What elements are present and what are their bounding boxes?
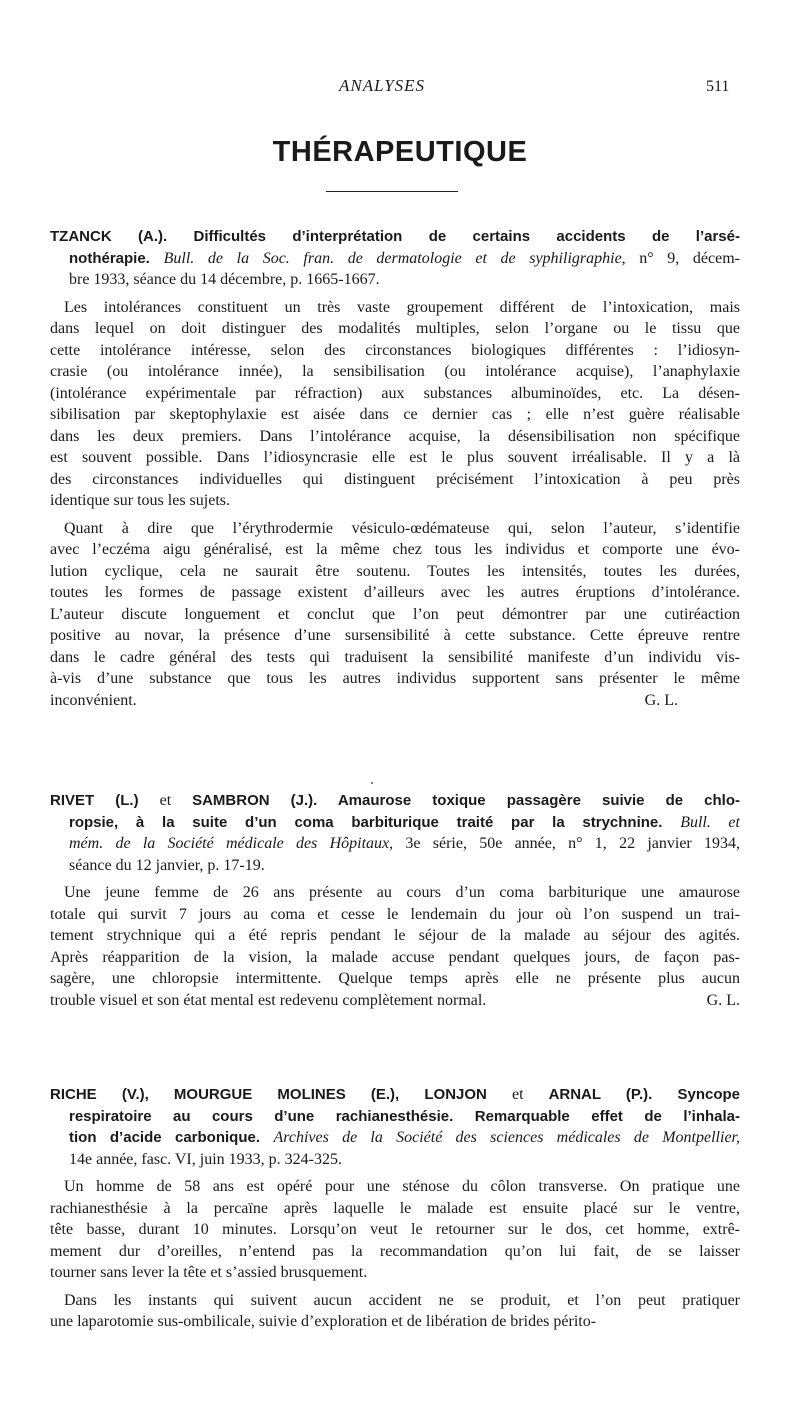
reference-line (50, 226, 740, 248)
body-text: (intolérance expérimentale par réfraction) aux substances albuminoïdes, etc. La désen- (50, 384, 740, 402)
reference-text: , n° 9, décem- (621, 249, 740, 267)
reviewer-signature: G. L. (644, 691, 678, 709)
reference-bold-text: respiratoire au cours d’une rachianesthésie. Remarquable effet de l’inhala- (69, 1107, 740, 1125)
body-text: inconvénient. (50, 691, 137, 709)
body-text: crasie (ou intolérance innée), la sensibilisation (ou intolérance acquise), l’anaphylaxie (50, 363, 740, 380)
reference-text: , 3e série, 50e année, n° 1, 22 janvier 1934, (389, 835, 740, 852)
reference-line (50, 269, 740, 291)
body-line (50, 968, 740, 990)
running-title: ANALYSES (339, 76, 426, 95)
reference-bold-text: RICHE (V.), MOURGUE MOLINES (E.), LONJON (50, 1086, 513, 1103)
reference-line (50, 248, 740, 270)
body-line (50, 404, 740, 426)
article-tzanck (50, 226, 740, 711)
reference-line (50, 833, 740, 855)
body-text: tourner sans lever la tête et s’assied brusquement. (50, 1264, 368, 1281)
section-title: THÉRAPEUTIQUE (272, 136, 528, 168)
body-text: L’auteur discute longuement et conclut que l’on peut démontrer par une cutiréaction (50, 605, 740, 623)
body-text: rachianesthésie à la percaïne après laquelle le malade est ensuite placé sur le ventre, (50, 1199, 740, 1217)
body-line (50, 668, 740, 690)
body-line (50, 469, 740, 491)
reference-text: et (512, 1086, 549, 1103)
reference-bold-text: ropsie, à la suite d’un coma barbiturique traité par la strychnine. (69, 813, 681, 831)
reference-text: et (159, 792, 193, 809)
article-riche-et-al (50, 1084, 740, 1333)
reference-line (50, 790, 740, 812)
body-line (50, 1262, 740, 1284)
reference-line (50, 1149, 740, 1171)
body-line (50, 925, 740, 947)
reference-journal-text: mém. de la Société médicale des Hôpitaux (69, 835, 390, 852)
reference-text: séance du 12 janvier, p. 17-19. (69, 856, 265, 874)
body-text: des circonstances individuelles qui distinguent précisément l’intoxication à peu près (50, 470, 740, 488)
body-text: dans le cadre général des tests qui traduisent la sensibilité manifeste d’un individu vis- (50, 648, 740, 666)
body-text: dans lequel on doit distinguer des modalités multiples, selon l’organe ou le tissu que (50, 320, 740, 337)
reference-text: bre 1933, séance du 14 décembre, p. 1665-1667. (69, 271, 380, 288)
body-line (50, 904, 740, 926)
body-text: Un homme de 58 ans est opéré pour une sténose du côlon transverse. On pratique une (64, 1178, 740, 1195)
reference-journal-text: Archives de la Société des sciences médicales de Montpellier, (273, 1129, 740, 1146)
body-line (50, 1198, 740, 1220)
body-line (50, 690, 740, 712)
body-line (50, 582, 740, 604)
body-line (50, 447, 740, 469)
body-line (50, 1241, 740, 1263)
title-rule (326, 191, 458, 192)
body-line (50, 647, 740, 669)
body-text: toutes les formes de passage existent d’ailleurs avec les autres éruptions d’intolérance. (50, 584, 740, 601)
body-text: Dans les instants qui suivent aucun accident ne se produit, et l’on peut pratiquer (64, 1291, 740, 1309)
body-line (50, 604, 740, 626)
reference-bold-text: tion d’acide carbonique. (69, 1129, 274, 1146)
body-line (50, 297, 740, 319)
body-line (50, 361, 740, 383)
reference-line (50, 1084, 740, 1106)
body-text: mement dur d’oreilles, n’entend pas la recommandation qu’on lui fait, de se laisser (50, 1242, 740, 1260)
reference-bold-text: TZANCK (A.). Difficultés d’interprétation de certains accidents de l’arsé- (50, 228, 740, 245)
reference-bold-text: RIVET (L.) (50, 792, 160, 809)
body-line (50, 340, 740, 362)
body-text: positive au novar, la présence d’une sursensibilité à cette substance. Cette épreuve rentre (50, 627, 740, 644)
reference-line (50, 1127, 740, 1149)
body-text: sagère, une chloropsie intermittente. Quelque temps après elle ne présente plus aucun (50, 970, 740, 987)
reference-line (50, 1106, 740, 1128)
body-text: cette intolérance intéresse, selon des circonstances biologiques différentes : l’idiosyn- (50, 341, 740, 359)
body-line (50, 518, 740, 540)
body-line (50, 1290, 740, 1312)
body-line (50, 990, 740, 1012)
body-text: lution cyclique, cela ne saurait être soutenu. Toutes les intensités, toutes les durées, (50, 562, 740, 580)
reference-line (50, 855, 740, 877)
body-line (50, 625, 740, 647)
body-text: dans les deux premiers. Dans l’intolérance acquise, la désensibilisation non spécifique (50, 427, 740, 445)
reference-line (50, 812, 740, 834)
body-line (50, 947, 740, 969)
running-head (0, 76, 800, 100)
reference-journal-text: Bull. de la Soc. fran. de dermatologie et de syphiligraphie (163, 249, 622, 267)
body-line (50, 490, 740, 512)
body-line (50, 882, 740, 904)
body-text: une laparotomie sus-ombilicale, suivie d’exploration et de libération de brides périto- (50, 1313, 597, 1330)
body-line (50, 426, 740, 448)
body-line (50, 1219, 740, 1241)
body-line (50, 318, 740, 340)
reference-text: 14e année, fasc. VI, juin 1933, p. 324-325. (69, 1150, 342, 1168)
body-text: sibilisation par skeptophylaxie est aisée dans ce dernier cas ; elle n’est guère réalisable (50, 406, 740, 423)
body-text: identique sur tous les sujets. (50, 492, 230, 509)
body-text: Les intolérances constituent un très vaste groupement différent de l’intoxication, mais (64, 298, 740, 316)
body-text: à-vis d’une substance que tous les autres individus supportent sans présenter le même (50, 670, 740, 687)
body-line (50, 561, 740, 583)
body-line (50, 1176, 740, 1198)
body-line (50, 1311, 740, 1333)
body-text: avec l’eczéma aigu généralisé, est la même chez tous les individus et comporte une évo- (50, 541, 740, 558)
reference-bold-text: ARNAL (P.). Syncope (548, 1086, 740, 1103)
body-line (50, 539, 740, 561)
body-text: est souvent possible. Dans l’idiosyncrasie elle est le plus souvent irréalisable. Il y a là (50, 449, 740, 466)
article-rivet-sambron (50, 790, 740, 1011)
body-text: Quant à dire que l’érythrodermie vésiculo-œdémateuse qui, selon l’auteur, s’identifie (64, 519, 740, 537)
body-text: Après réapparition de la vision, la malade accuse pendant quelques jours, de façon pas- (50, 948, 740, 966)
reference-bold-text: nothérapie. (69, 249, 164, 267)
reviewer-signature: G. L. (706, 991, 740, 1009)
body-text: totale qui survit 7 jours au coma et cesse le lendemain du jour où l’on suspend un trai- (50, 905, 740, 923)
body-line (50, 383, 740, 405)
body-text: trouble visuel et son état mental est redevenu complètement normal. (50, 991, 487, 1009)
body-text: tement strychnique qui a été repris pendant le séjour de la malade au séjour des agités. (50, 927, 740, 944)
reference-bold-text: SAMBRON (J.). Amaurose toxique passagère suivie de chlo- (192, 792, 740, 809)
body-text: tête basse, durant 10 minutes. Lorsqu’on veut le retourner sur le dos, cet homme, extrê- (50, 1221, 740, 1238)
page-number: 511 (706, 78, 730, 95)
reference-journal-text: Bull. et (680, 813, 740, 831)
body-text: Une jeune femme de 26 ans présente au cours d’un coma barbiturique une amaurose (64, 884, 740, 901)
separator-dot (371, 782, 373, 784)
